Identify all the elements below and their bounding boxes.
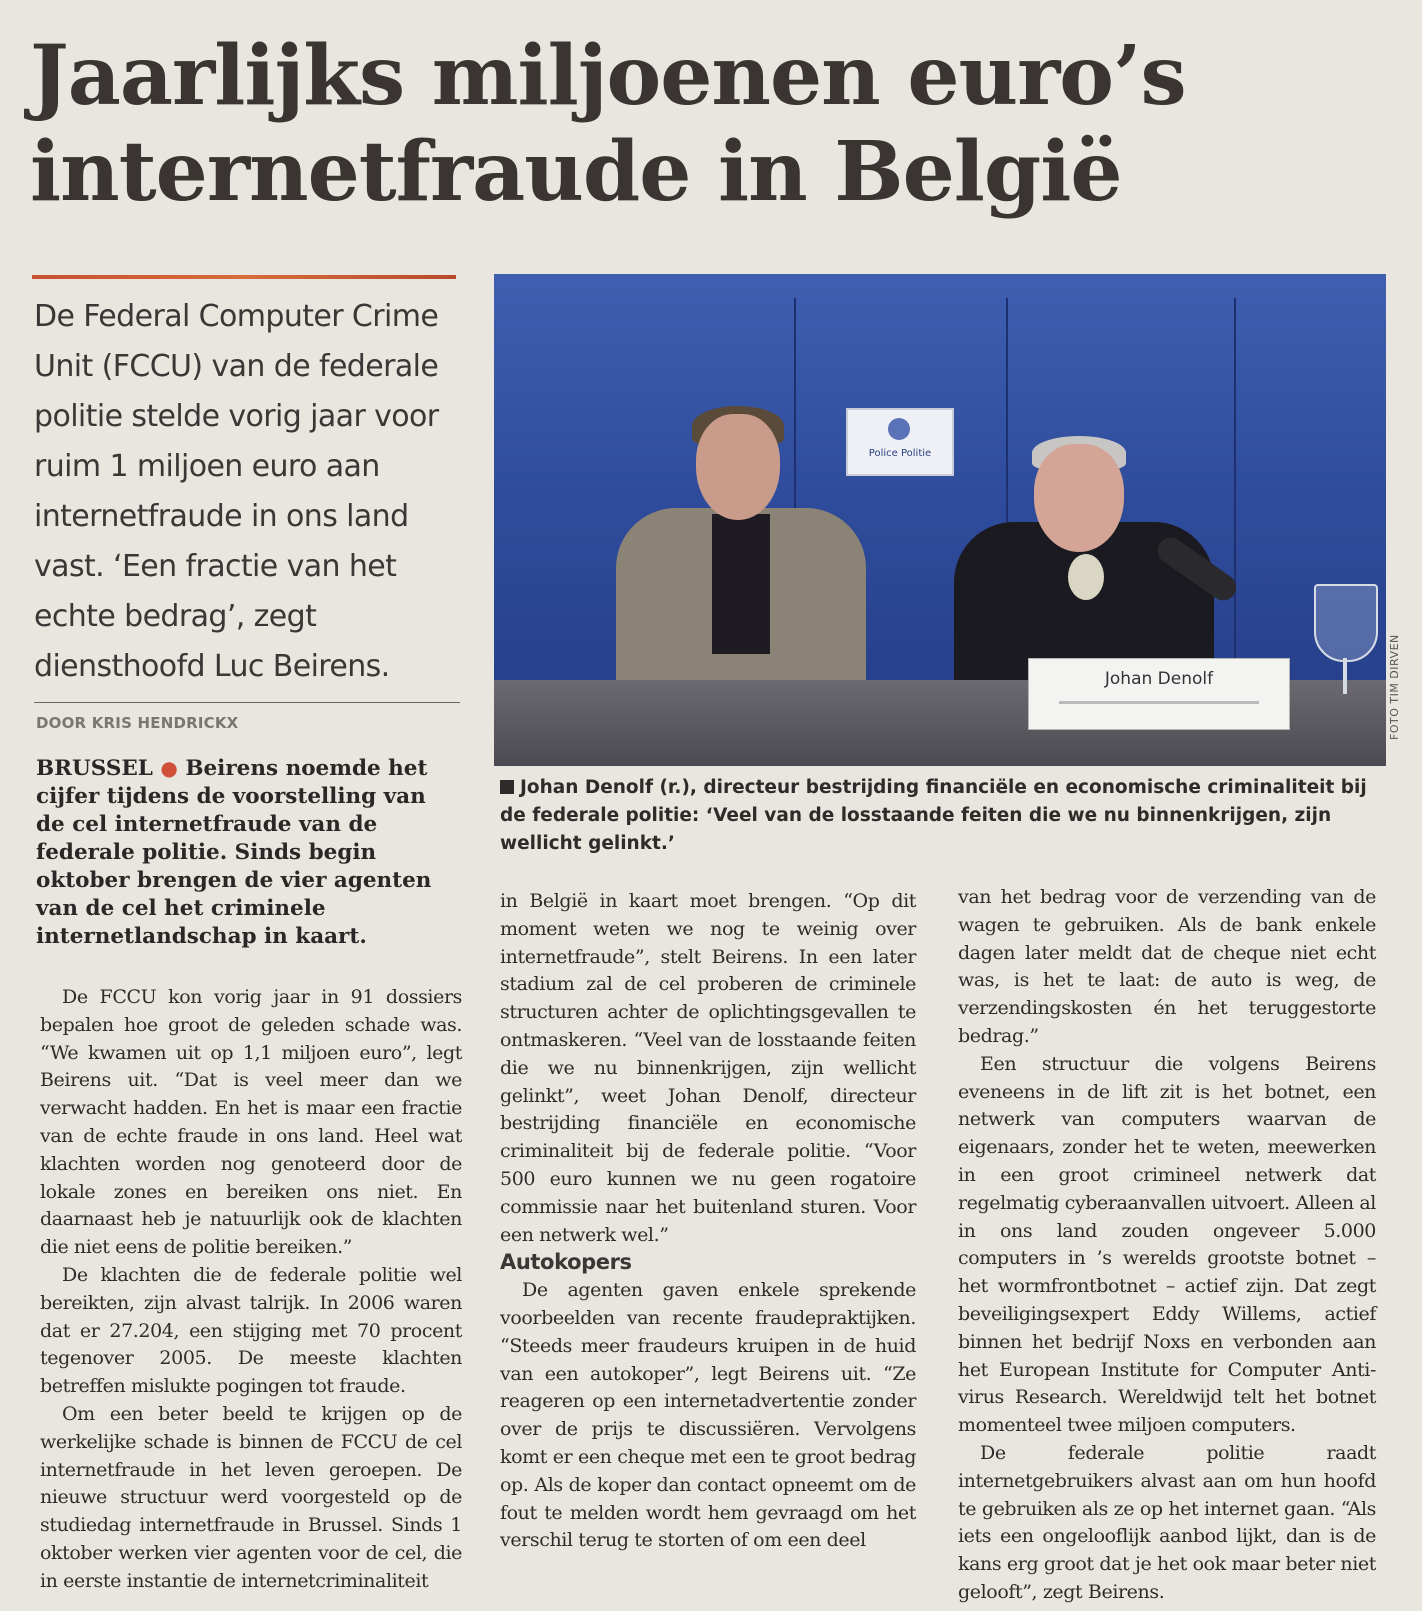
nameplate-name: Johan Denolf [1104, 669, 1214, 689]
water-glass-icon [1314, 584, 1378, 662]
person-left-head [696, 414, 780, 520]
subheading: Autokopers [500, 1250, 632, 1275]
body-paragraph: De agenten gaven enkele sprekende voorbeelden van recente fraudepraktijken. “Steeds meer fraudeurs kruipen in de huid van een autokoper”, legt Beirens uit. “Ze reageren op een internetadvertentie zonder over de prijs te discussiëren. Vervolgens komt er een cheque met een te groot bedrag op. Als de koper dan contact opneemt om de fout te melden wordt hem gevraagd om het verschil terug te storten of om een deel [500, 1279, 916, 1552]
body-paragraph: van het bedrag voor de verzending van de wagen te gebruiken. Als de bank enkele dagen later meldt dat de cheque niet echt was, is het te laat: de auto is weg, de verzendingskosten én het teruggestorte bedrag.” [958, 886, 1376, 1047]
caption-text: Johan Denolf (r.), directeur bestrijding financiële en economische criminaliteit bij de federale politie: ‘Veel van de losstaande feiten die we nu binnenkrijgen, zijn wellicht gelinkt.’ [500, 777, 1367, 854]
dateline-place: BRUSSEL [36, 756, 153, 781]
press-photo [494, 274, 1386, 766]
lead-paragraph [36, 754, 456, 951]
logo-text: Police Politie [868, 448, 932, 459]
glass-stem [1343, 658, 1347, 694]
body-paragraph: Een structuur die volgens Beirens eveneens in de lift zit is het botnet, een netwerk van computers waarvan de eigenaars, zonder het te weten, meewerken in een groot crimineel netwerk dat regelmatig cyberaanvallen uitvoert. Alleen al in ons land zouden ongeveer 5.000 computers in ’s werelds grootste botnet – het wormfrontbotnet – actief zijn. Dat zegt beveiligingsexpert Eddy Willems, actief binnen het bedrijf Noxs en verbonden aan het European Institute for Computer Anti-virus Research. Wereldwijd telt het botnet momenteel twee miljoen computers. [958, 1052, 1376, 1437]
photo-credit: FOTO TIM DIRVEN [1388, 634, 1401, 740]
headline: Jaarlijks miljoenen euro’s internetfraude in België [30, 28, 1186, 220]
column-2 [500, 888, 916, 1555]
microphone-icon [1068, 554, 1104, 600]
divider [34, 702, 460, 703]
column-1 [40, 984, 462, 1596]
body-paragraph: De federale politie raadt internetgebruikers alvast aan om hun hoofd te gebruiken als ze op het internet gaan. “Als iets een ongelooflijk aanbod lijkt, dan is de kans erg groot dat je het ook maar beter niet gelooft”, zegt Beirens. [958, 1441, 1376, 1603]
nameplate-subtitle [1059, 701, 1259, 704]
bullet-dot-icon: ● [160, 756, 178, 780]
person-right-head [1034, 444, 1124, 552]
byline: DOOR KRIS HENDRICKX [36, 714, 239, 732]
accent-rule [32, 275, 456, 279]
photo-caption [500, 774, 1390, 858]
body-paragraph: De klachten die de federale politie wel bereikten, zijn alvast talrijk. In 2006 waren dat er 27.204, een stijging met 70 procent tegenover 2005. De meeste klachten betreffen mislukte pogingen tot fraude. [40, 1263, 462, 1398]
police-logo-card [846, 408, 954, 476]
column-3 [958, 884, 1376, 1607]
nameplate [1028, 658, 1290, 730]
body-paragraph: in België in kaart moet brengen. “Op dit moment weten we nog te weinig over internetfraude”, stelt Beirens. In een later stadium zal de cel proberen de criminele structuren achter de oplichtingsgevallen te ontmaskeren. “Veel van de losstaande feiten die we nu binnenkrijgen, zijn wellicht gelinkt”, weet Johan Denolf, directeur bestrijding financiële en economische criminaliteit bij de federale politie. “Voor 500 euro kunnen we nu geen rogatoire commissie naar het buitenland sturen. Voor een netwerk wel.” [500, 890, 916, 1246]
lead-text: Beirens noemde het cijfer tijdens de voorstelling van de cel internetfraude van de federale politie. Sinds begin oktober brengen de vier agenten van de cel het criminele internetlandschap in kaart. [36, 756, 432, 949]
backdrop-panel-edge [1234, 298, 1236, 676]
police-emblem-icon [888, 418, 910, 440]
person-left-shirt [712, 514, 770, 654]
body-paragraph: De FCCU kon vorig jaar in 91 dossiers bepalen hoe groot de geleden schade was. “We kwamen uit op 1,1 miljoen euro”, legt Beirens uit. “Dat is veel meer dan we verwacht hadden. En het is maar een fractie van de echte fraude in ons land. Heel wat klachten worden nog genoteerd door de lokale zones en bereiken ons niet. En daarnaast heb je natuurlijk ook de klachten die niet eens de politie bereiken.” [40, 986, 462, 1259]
caption-square-icon [500, 780, 514, 794]
intro-text: De Federal Computer Crime Unit (FCCU) van de federale politie stelde vorig jaar voor ruim 1 miljoen euro aan internetfraude in ons land vast. ‘Een fractie van het echte bedrag’, zegt diensthoofd Luc Beirens. [34, 299, 439, 684]
body-paragraph: Om een beter beeld te krijgen op de werkelijke schade is binnen de FCCU de cel internetfraude in het leven geroepen. De nieuwe structuur werd voorgesteld op de studiedag internetfraude in Brussel. Sinds 1 oktober werken vier agenten voor de cel, die in eerste instantie de internetcriminaliteit [40, 1402, 462, 1592]
